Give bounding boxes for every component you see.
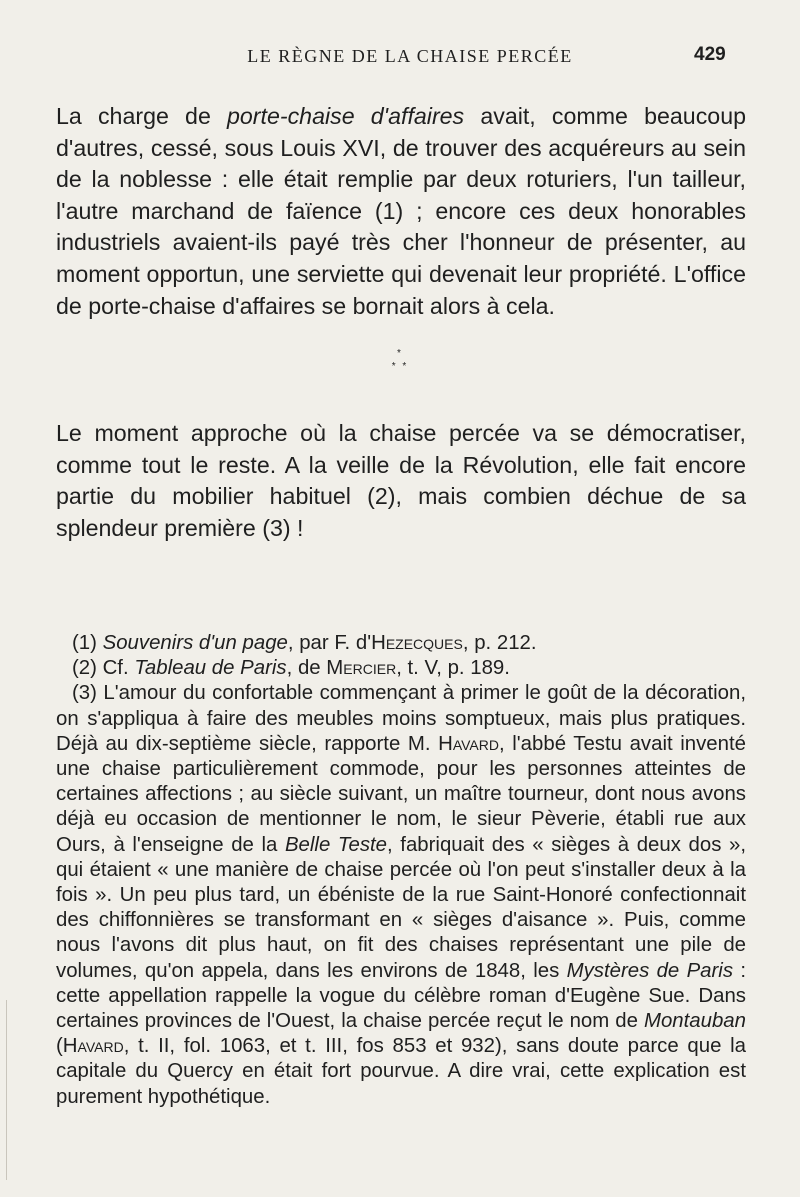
separator-stars-bottom: * * [391, 361, 409, 372]
fn3-belle-teste: Belle Teste [284, 833, 388, 856]
fn2-title: Tableau de Paris [134, 657, 287, 680]
footnote-3 [56, 681, 746, 1109]
fn3-d: : cette appellation rappelle la vogue du célèbre roman d'Eugène Sue. Dans certaines provinces de l'Ouest, la chaise percée reçut le nom de [56, 959, 746, 1033]
fn3-havard-2: Havard [62, 1035, 124, 1058]
fn2-num: (2) Cf. [72, 657, 135, 680]
running-header: LE RÈGNE DE LA CHAISE PERCÉE [247, 46, 573, 66]
fn2-mid: , de [286, 657, 327, 680]
fn3-f: , t. II, fol. 1063, et t. III, fos 853 et 932), sans doute parce que la capitale du Quercy en était fort pourvue. A dire vrai, cette explication est purement hypothétique. [56, 1035, 746, 1108]
p1-part-c: avait, comme beaucoup d'autres, cessé, sous Louis XVI, de trouver des acquéreurs au sein de la noblesse : elle était remplie par deux roturiers, l'un tailleur, l'autre marchand de faïence (1) ; encore ces deux honorables industriels avaient-ils payé très cher l'honneur de présenter, au moment opportun, une serviette qui devenait leur propriété. L'office de porte-chaise d'affaires se bornait alors à cela. [56, 103, 746, 319]
fn2-author: Mercier [326, 657, 397, 680]
fn1-author: Hezecques [371, 632, 463, 654]
page-number: 429 [694, 44, 726, 65]
paragraph-revolution [56, 418, 746, 544]
fn1-title: Souvenirs d'un page [102, 632, 288, 654]
fn1-mid: , par F. d' [287, 632, 372, 654]
fn3-a: (3) L'amour du confortable commençant à primer le goût de la décoration, on s'appliqua à faire des meubles moins somptueux, mais plus pratiques. Déjà au dix-septième siècle, rapporte M. [56, 682, 746, 755]
fn2-end: , t. V, p. 189. [396, 657, 510, 680]
fn3-havard-1: Havard [438, 732, 499, 755]
footnote-1 [56, 631, 746, 656]
fn1-end: , p. 212. [462, 632, 537, 654]
fn3-montauban: Montauban [643, 1010, 746, 1033]
binding-edge-shadow [6, 1000, 7, 1180]
footnote-2 [56, 656, 746, 681]
paragraph-2-text: Le moment approche où la chaise percée va se démocratiser, comme tout le reste. A la veille de la Révolution, elle fait encore partie du mobilier habituel (2), mais combien déchue de sa splendeur première (3) ! [56, 420, 746, 541]
section-separator [380, 347, 420, 373]
fn1-num: (1) [72, 632, 103, 654]
fn3-b: , l'abbé Testu avait inventé une chaise particulièrement commode, pour les personnes atteintes de certaines affections ; au siècle suivant, un maître tourneur, dont nous avons déjà eu occasion de mentionner le nom, le sieur Pèverie, établi rue aux Ours, à l'enseigne de la [56, 732, 746, 856]
fn3-c: , fabriquait des « sièges à deux dos », qui étaient « une manière de chaise percée où l'on peut s'installer deux à la fois ». Un peu plus tard, un ébéniste de la rue Saint-Honoré confectionnait des chiffonnières se transformant en « sièges d'aisance ». Puis, comme nous l'avons dit plus haut, on fit des chaises représentant une pile de volumes, qu'on appela, dans les environs de 1848, les [56, 833, 746, 982]
separator-star-top: * [397, 348, 403, 359]
paragraph-1-text [56, 101, 746, 322]
paragraph-porte-chaise [56, 101, 746, 322]
p1-italic-term: porte-chaise d'affaires [227, 103, 465, 129]
p1-part-a: La charge de [56, 103, 228, 129]
fn3-e: ( [56, 1035, 63, 1058]
fn3-mysteres: Mystères de Paris [566, 959, 734, 982]
footnotes [56, 631, 746, 1110]
